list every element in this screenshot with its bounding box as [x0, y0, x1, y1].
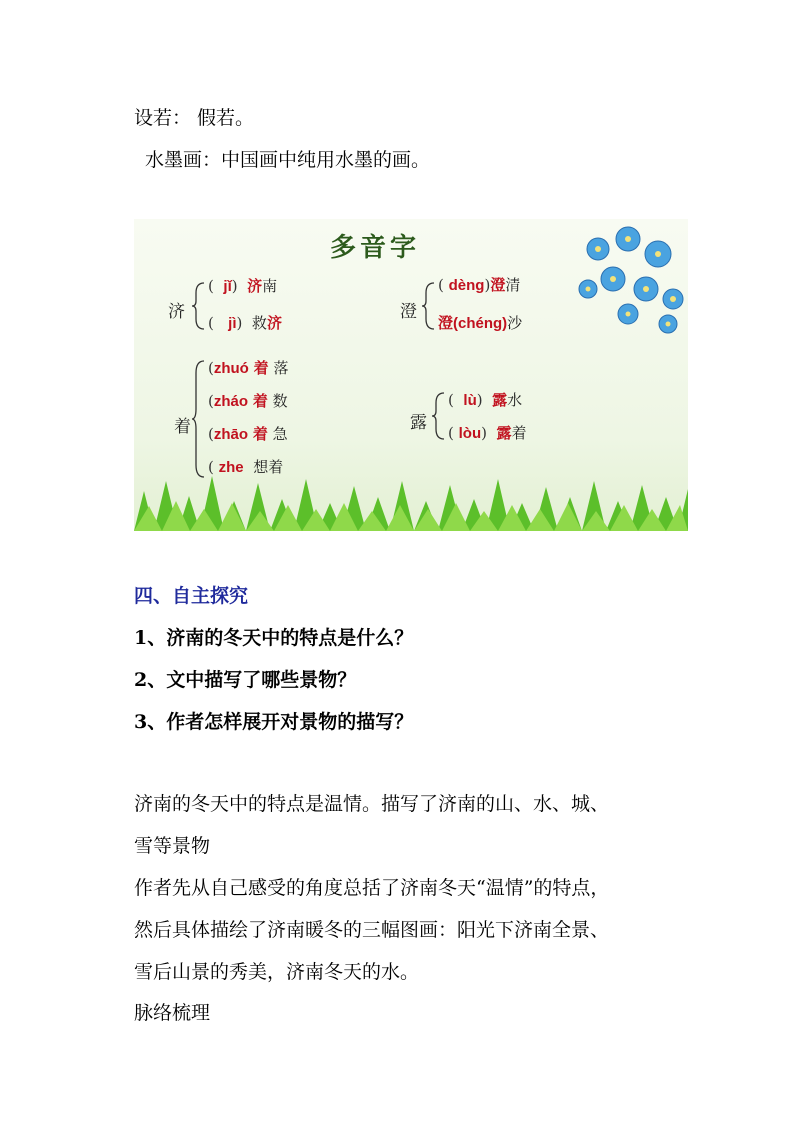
- definition-sheruo: 设若： 假若。: [134, 107, 255, 129]
- question-item: 1、济南的冬天中的特点是什么？: [134, 627, 414, 649]
- reading-row: ( zhe 想着: [208, 458, 284, 476]
- polyphone-char-ji: 济: [168, 302, 185, 322]
- answer-line: 济南的冬天中的特点是温情。描写了济南的山、水、城、: [134, 793, 610, 815]
- reading-row: 澄(chéng)沙: [438, 314, 523, 332]
- reading-row: ( dèng)澄清: [438, 276, 521, 294]
- brace-icon: [192, 281, 206, 331]
- section-heading: 四、自主探究: [134, 585, 249, 607]
- answer-line: 雪后山景的秀美，济南冬天的水。: [134, 961, 420, 983]
- reading-row: (zháo 着 数: [208, 392, 288, 410]
- question-item: 3、作者怎样展开对景物的描写？: [134, 711, 414, 733]
- answer-line: 脉络梳理: [134, 1002, 211, 1024]
- polyphone-char-lu: 露: [410, 413, 427, 433]
- reading-row: ( lòu) 露着: [448, 424, 527, 442]
- reading-row: ( jì) 救济: [208, 314, 282, 332]
- polyphone-char-zhe: 着: [174, 417, 191, 437]
- polyphone-image: [134, 219, 688, 531]
- polyphone-char-cheng: 澄: [400, 302, 417, 322]
- answer-line: 然后具体描绘了济南暖冬的三幅图画：阳光下济南全景、: [134, 919, 610, 941]
- reading-row: (zhuó 着 落: [208, 359, 289, 377]
- answer-line: 雪等景物: [134, 835, 211, 857]
- reading-row: ( lù) 露水: [448, 391, 523, 409]
- panel-title: 多音字: [330, 233, 421, 263]
- answer-line: 作者先从自己感受的角度总括了济南冬天“温情”的特点，: [134, 877, 610, 899]
- reading-row: ( jǐ) 济南: [208, 277, 278, 295]
- brace-icon: [432, 391, 446, 441]
- reading-row: (zhāo 着 急: [208, 425, 288, 443]
- brace-icon: [192, 359, 206, 479]
- definition-shuimohua: 水墨画：中国画中纯用水墨的画。: [145, 149, 431, 171]
- brace-icon: [422, 281, 436, 331]
- flower-decoration-icon: [558, 219, 688, 344]
- question-item: 2、文中描写了哪些景物？: [134, 669, 357, 691]
